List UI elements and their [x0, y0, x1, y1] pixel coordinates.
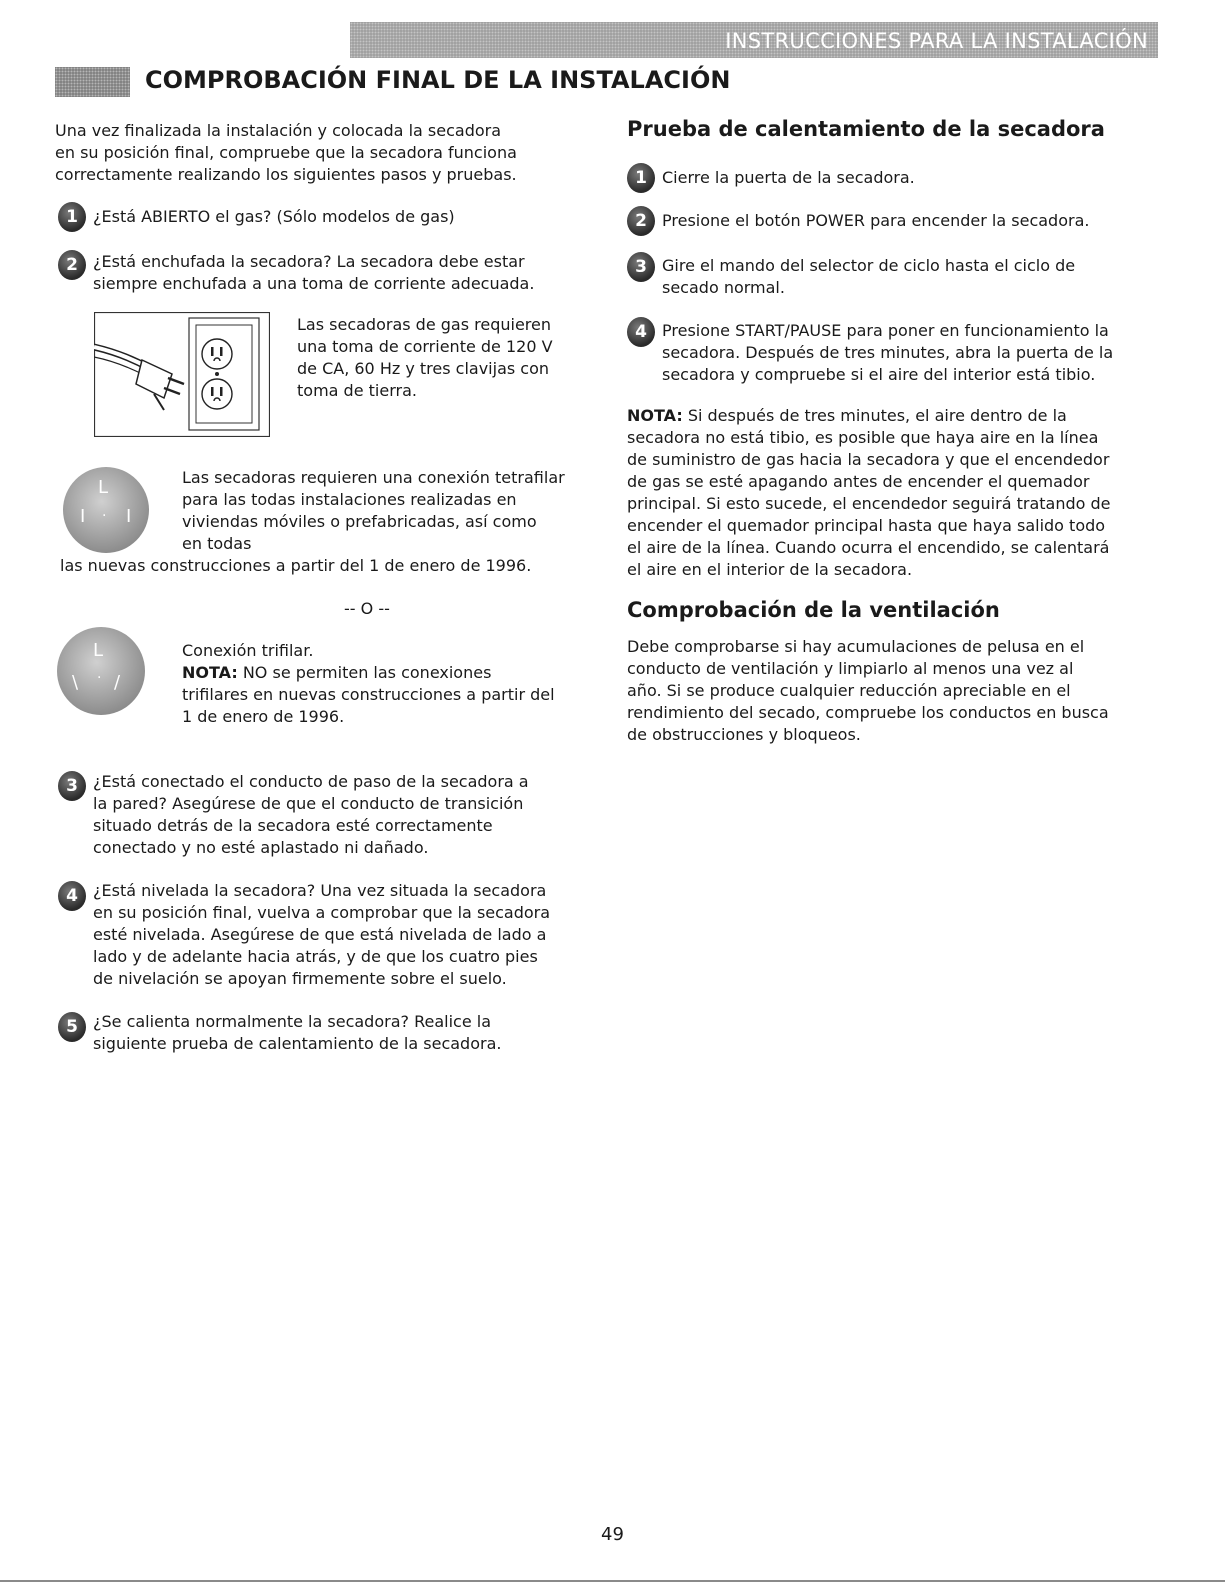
vent-line: conducto de ventilación y limpiarlo al menos una vez al — [627, 659, 1074, 678]
step-4-text: ¿Está nivelada la secadora? Una vez situada la secadora — [93, 881, 547, 900]
four-wire-line: las nuevas construcciones a partir del 1 de enero de 1996. — [60, 556, 532, 575]
note-text: NO se permiten las conexiones — [237, 663, 492, 682]
vent-line: Debe comprobarse si hay acumulaciones de pelusa en el — [627, 637, 1085, 656]
page-number: 49 — [601, 1524, 624, 1545]
header-banner-text: INSTRUCCIONES PARA LA INSTALACIÓN — [725, 29, 1148, 53]
heat-note-line: de gas se esté apagando antes de encender el quemador — [627, 472, 1090, 491]
heat-note-line: el aire en el interior de la secadora. — [627, 560, 913, 579]
heat-step-4-text: secadora y compruebe si el aire del interior está tibio. — [662, 365, 1096, 384]
intro-line: Una vez finalizada la instalación y colocada la secadora — [55, 121, 502, 140]
plug-slot-top: L — [98, 477, 109, 498]
step-4-badge: 4 — [58, 881, 86, 911]
heading-heating-test: Prueba de calentamiento de la secadora — [627, 117, 1105, 141]
plug-slot-right: / — [114, 672, 121, 693]
step-3-text: ¿Está conectado el conducto de paso de la secadora a — [93, 772, 529, 791]
heat-step-4-text: secadora. Después de tres minutes, abra la puerta de la — [662, 343, 1114, 362]
vent-line: de obstrucciones y bloqueos. — [627, 725, 861, 744]
step-1-badge: 1 — [58, 202, 86, 232]
four-wire-line: Las secadoras requieren una conexión tetrafilar — [182, 468, 565, 487]
step-5-text: ¿Se calienta normalmente la secadora? Realice la — [93, 1012, 491, 1031]
three-wire-note-line: 1 de enero de 1996. — [182, 707, 345, 726]
gas-note-line: Las secadoras de gas requieren — [297, 315, 552, 334]
note-label: NOTA: — [182, 663, 238, 682]
heading-vent-check: Comprobación de la ventilación — [627, 598, 1000, 622]
heat-step-3-text: Gire el mando del selector de ciclo hasta el ciclo de — [662, 256, 1076, 275]
step-2-text: ¿Está enchufada la secadora? La secadora debe estar — [93, 252, 525, 271]
heat-step-2-badge: 2 — [627, 206, 655, 236]
bottom-rule — [0, 1580, 1225, 1582]
step-5-text: siguiente prueba de calentamiento de la secadora. — [93, 1034, 502, 1053]
three-wire-note-line — [182, 662, 491, 684]
page-title: COMPROBACIÓN FINAL DE LA INSTALACIÓN — [145, 66, 731, 94]
step-4-text: de nivelación se apoyan firmemente sobre el suelo. — [93, 969, 507, 988]
step-3-text: conectado y no esté aplastado ni dañado. — [93, 838, 429, 857]
intro-line: en su posición final, compruebe que la secadora funciona — [55, 143, 517, 162]
step-5-badge: 5 — [58, 1012, 86, 1042]
step-3-text: situado detrás de la secadora esté correctamente — [93, 816, 493, 835]
note-text: Si después de tres minutes, el aire dentro de la — [682, 406, 1067, 425]
heat-step-2-text: Presione el botón POWER para encender la secadora. — [662, 211, 1090, 230]
step-4-text: lado y de adelante hacia atrás, y de que los cuatro pies — [93, 947, 538, 966]
four-wire-line: en todas — [182, 534, 252, 553]
step-3-badge: 3 — [58, 771, 86, 801]
vent-line: año. Si se produce cualquier reducción apreciable en el — [627, 681, 1071, 700]
step-2-badge: 2 — [58, 250, 86, 280]
plug-slot-ground: · — [102, 508, 107, 524]
outlet-illustration — [94, 312, 270, 437]
vent-line: rendimiento del secado, compruebe los conductos en busca — [627, 703, 1109, 722]
step-1-text: ¿Está ABIERTO el gas? (Sólo modelos de gas) — [93, 207, 455, 226]
heat-note-line: principal. Si esto sucede, el encendedor seguirá tratando de — [627, 494, 1111, 513]
heat-step-4-badge: 4 — [627, 317, 655, 347]
three-wire-note-line: trifilares en nuevas construcciones a partir del — [182, 685, 555, 704]
note-label: NOTA: — [627, 406, 683, 425]
heat-note-line: encender el quemador principal hasta que haya salido todo — [627, 516, 1106, 535]
plug-slot-top: L — [93, 640, 104, 661]
plug-slot-ground: · — [97, 670, 102, 686]
heat-note-line: de suministro de gas hacia la secadora y que el encendedor — [627, 450, 1110, 469]
four-wire-line: viviendas móviles o prefabricadas, así como — [182, 512, 537, 531]
title-marker-block — [55, 67, 130, 97]
heat-step-3-text: secado normal. — [662, 278, 785, 297]
step-4-text: esté nivelada. Asegúrese de que está nivelada de lado a — [93, 925, 547, 944]
heat-note-line — [627, 405, 1067, 427]
separator: -- O -- — [344, 599, 390, 618]
plug-slot-left: I — [80, 506, 86, 527]
three-wire-title: Conexión trifilar. — [182, 641, 314, 660]
heat-step-3-badge: 3 — [627, 252, 655, 282]
plug-slot-left: \ — [72, 672, 79, 693]
gas-note-line: de CA, 60 Hz y tres clavijas con — [297, 359, 550, 378]
step-2-text: siempre enchufada a una toma de corriente adecuada. — [93, 274, 535, 293]
intro-line: correctamente realizando los siguientes pasos y pruebas. — [55, 165, 517, 184]
four-wire-line: para las todas instalaciones realizadas en — [182, 490, 517, 509]
gas-note-line: una toma de corriente de 120 V — [297, 337, 553, 356]
plug-slot-right: I — [126, 506, 132, 527]
step-3-text: la pared? Asegúrese de que el conducto de transición — [93, 794, 524, 813]
heat-step-4-text: Presione START/PAUSE para poner en funcionamiento la — [662, 321, 1109, 340]
step-4-text: en su posición final, vuelva a comprobar que la secadora — [93, 903, 551, 922]
heat-note-line: secadora no está tibio, es posible que haya aire en la línea — [627, 428, 1099, 447]
heat-step-1-text: Cierre la puerta de la secadora. — [662, 168, 915, 187]
heat-step-1-badge: 1 — [627, 163, 655, 193]
gas-note-line: toma de tierra. — [297, 381, 417, 400]
heat-note-line: el aire de la línea. Cuando ocurra el encendido, se calentará — [627, 538, 1110, 557]
